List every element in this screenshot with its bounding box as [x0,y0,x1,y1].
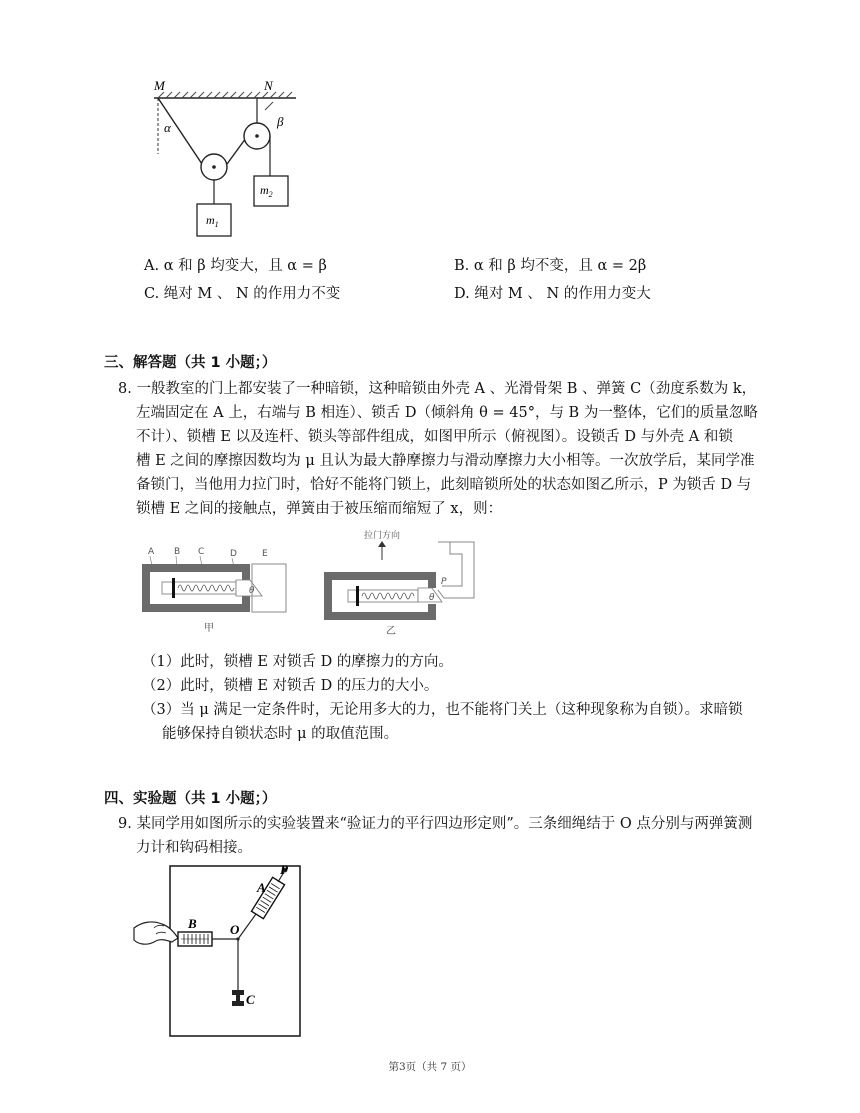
q8-sub-3-cont: 能够保持自锁状态时 μ 的取值范围。 [162,726,399,742]
svg-text:B: B [174,547,181,557]
svg-text:P: P [441,577,447,587]
lock-figure-jia [142,547,286,634]
option-D[interactable]: D. 绳对 M 、 N 的作用力变大 [454,286,651,302]
option-A[interactable]: A. α 和 β 均变大，且 α = β [144,258,327,274]
label-B: B [188,916,197,931]
label-alpha: α [164,120,171,135]
lock-figure-yi [324,530,474,637]
force-table-figure [132,862,304,1040]
q8-line-4: 槽 E 之间的摩擦因数均为 μ 且认为最大静摩擦力与滑动摩擦力大小相等。一次放学后，某同学准 [136,453,755,469]
svg-text:A: A [148,547,155,557]
label-beta: β [277,114,284,129]
q8-line-1: 8. 一般教室的门上都安装了一种暗锁，这种暗锁由外壳 A 、光滑骨架 B 、弹簧 C（劲度系数为 k， [118,381,757,397]
caption-yi: 乙 [386,626,396,637]
caption-jia: 甲 [204,623,214,634]
label-C: C [246,992,255,1007]
q8-sub-1: （1）此时，锁槽 E 对锁舌 D 的摩擦力的方向。 [142,654,453,670]
question-8-subquestions [142,650,743,746]
svg-text:m2: $m_2$ [260,183,273,199]
question-8-text [118,377,758,521]
option-C[interactable]: C. 绳对 M 、 N 的作用力不变 [144,286,341,302]
svg-text:D: D [230,549,237,559]
pulley-figure [140,78,310,243]
page-footer: 第3页（共 7 页） [388,1061,472,1073]
question-9-text [118,812,752,860]
svg-text:拉门方向: 拉门方向 [364,531,401,541]
option-B[interactable]: B. α 和 β 均不变，且 α = 2β [454,258,647,274]
q9-line-2: 力计和钩码相接。 [136,840,252,856]
q8-sub-3: （3）当 μ 满足一定条件时，无论用多大的力，也不能将门关上（这种现象称为自锁）。求暗锁 [142,702,743,718]
label-A: A [257,880,266,895]
q8-sub-2: （2）此时，锁槽 E 对锁舌 D 的压力的大小。 [142,678,439,694]
section-heading-3: 三、解答题（共 1 小题；） [104,355,277,371]
svg-text:θ: θ [429,593,435,603]
q9-line-1: 9. 某同学用如图所示的实验装置来“验证力的平行四边形定则”。三条细绳结于 O 点分别与两弹簧测 [118,816,753,832]
lock-figure [138,530,498,642]
label-M: M [154,78,165,93]
q8-line-2: 左端固定在 A 上，右端与 B 相连）、锁舌 D（倾斜角 θ = 45°，与 B 为一整体，它们的质量忽略 [136,405,758,421]
section-heading-4: 四、实验题（共 1 小题；） [104,791,277,807]
svg-text:m1: $m_1$ [206,213,219,229]
svg-text:θ: θ [249,586,255,596]
q8-line-6: 锁槽 E 之间的接触点，弹簧由于被压缩而缩短了 x，则： [136,501,503,517]
q8-line-5: 备锁门，当他用力拉门时，恰好不能将门锁上，此刻暗锁所处的状态如图乙所示，P 为锁舌 D 与 [136,477,752,493]
label-P: P [280,862,288,877]
svg-text:C: C [198,547,205,557]
label-N: N [264,78,273,93]
label-O: O [230,922,240,937]
svg-text:E: E [262,549,268,559]
q8-line-3: 不计）、锁槽 E 以及连杆、锁头等部件组成，如图甲所示（俯视图）。设锁舌 D 与外壳 A 和锁 [136,429,733,445]
